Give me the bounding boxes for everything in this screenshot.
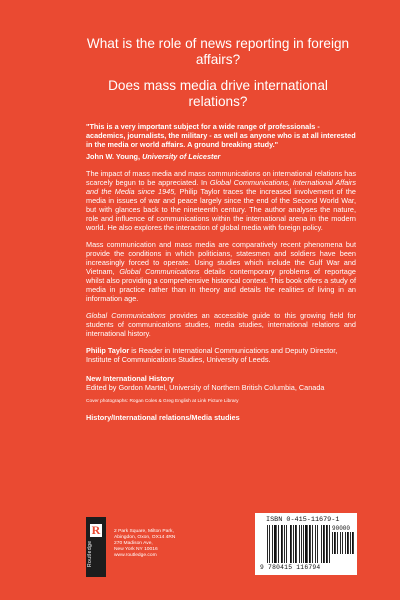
barcode-bar [332,532,333,554]
cover-photo-credit: Cover photographs: Rogan Coles & Greg English at Link Picture Library [86,398,239,404]
endorsement-author: John W. Young, [86,151,141,161]
ean-digits: 9 780415 116794 [260,564,321,571]
barcode-bar [329,525,330,563]
publisher-address [114,529,175,559]
barcode-bar [293,525,294,563]
blurb-3-book-title: Global Communications [86,311,166,321]
barcode-bar [272,525,273,563]
barcode-bar [347,532,349,554]
question-1: What is the role of news reporting in foreign affairs? [86,36,350,67]
address-line: 270 Madison Ave, [114,541,153,547]
author-bio [86,346,356,364]
blurb-paragraph-2 [86,240,356,303]
barcode-bar [281,525,283,563]
blurb-2-book-title: Global Communications [119,267,200,277]
barcode-bar [342,532,343,554]
blurb-paragraph-3 [86,311,356,338]
blurb-1-book-title: Global Communications, International Affairs and the Media since 1945, [86,177,356,196]
barcode-bar [352,532,354,554]
routledge-logo-mark: R [91,523,101,537]
routledge-logo-wordmark: Routledge [87,540,93,567]
barcode-bar [290,525,292,563]
blurb-paragraph-1 [86,169,356,232]
barcode-bar [278,525,279,563]
barcode-bar [345,532,346,554]
blurb-1-text-a: The impact of mass media and mass communications on international relations has scarcely begun to be appreciated. In [86,168,356,187]
barcode-bar [303,525,304,563]
address-line: New York NY 10016 [114,547,158,553]
endorsement-attribution [86,152,356,161]
barcode-panel [255,513,357,575]
barcode-bar [284,525,285,563]
blurb-3-text: provides an accessible guide to this growing field for students of communications studies, media studies, international relations and international history. [86,311,356,339]
barcode-bar [321,525,322,563]
barcode-bar [326,525,328,563]
barcode-bar [295,525,297,563]
subject-categories: History/International relations/Media studies [86,412,240,422]
question-2: Does mass media drive international relations? [108,78,328,109]
cover-questions [80,36,356,110]
barcode-bar [269,525,270,563]
price-barcode [332,532,354,554]
barcode-bar [312,525,313,563]
barcode-bar [274,525,277,563]
publisher-website: www.routledge.com [114,553,157,559]
isbn-barcode [267,525,330,563]
routledge-logo [86,517,106,577]
series-editor: Edited by Gordon Martel, University of Northern British Columbia, Canada [86,382,325,392]
author-name: Philip Taylor [86,346,130,356]
blurb-2-text-a: Mass communication and mass media are comparatively recent phenomena but provide the conditions in which politicians, statesmen and soldiers have been increasingly forced to operate. Using studies which include the Gulf War and Vietnam, [86,239,356,277]
barcode-bar [315,525,316,563]
barcode-bar [323,525,325,563]
barcode-bar [340,532,341,554]
barcode-bar [267,525,268,563]
author-bio-text: is Reader in International Communications and Deputy Director, Institute of Communications Studies, University of Leeds. [86,346,338,365]
barcode-bar [301,525,302,563]
barcode-bar [286,525,287,563]
barcode-bar [305,525,308,563]
price-code: 90000 [332,525,351,532]
endorsement-quote: "This is a very important subject for a wide range of professionals - academics, journalists, the military - as well as anyone who is at all interested in the media or world affairs. A ground breaking study." [86,122,356,150]
barcode-bar [309,525,311,563]
price-barcode-block [332,525,354,537]
barcode-bar [337,532,338,554]
publisher-block [86,517,216,577]
blurb-2-text-b: details contemporary problems of reportage whilst also providing a comprehensive historical context. This book offers a study of media in practice rather than in theory and details the realities of living in an information age. [86,267,356,304]
barcode-bar [317,525,318,563]
address-line: 2 Park Square, Milton Park, [114,529,174,534]
blurb-1-text-b: Philip Taylor traces the increased involvement of the media in issues of war and peace largely since the end of the Second World War, but with glances back to the nineteenth century. The author analyses the nature, role and influence of communications within the international arena in the modern world. He also explores the interaction of global media with foreign policy. [86,186,356,232]
address-line: Abingdon, Oxon, OX14 4RN [114,535,176,541]
barcode-bar [334,532,336,554]
barcode-bar [350,532,351,554]
series-info [86,374,356,392]
endorsement-affiliation: University of Leicester [142,151,221,161]
series-title: New International History [86,373,174,383]
isbn-label: ISBN 0-415-11679-1 [266,516,340,524]
barcode-bar [299,525,300,563]
